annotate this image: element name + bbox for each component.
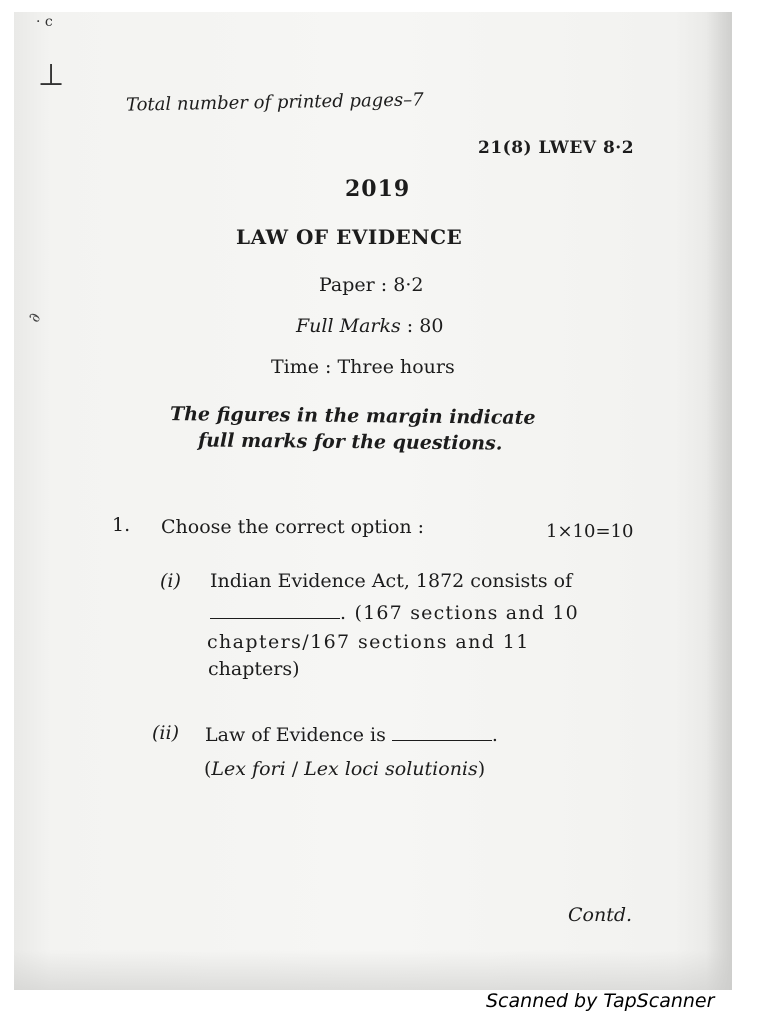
answer-blank [392,740,492,741]
scanner-watermark: Scanned by TapScanner [486,990,715,1012]
paper-code: 21(8) LWEV 8·2 [478,138,635,158]
item-label-ii: (ii) [152,722,179,744]
exam-time: Time : Three hours [271,356,455,378]
margin-tick-mark: ⊥ [38,58,65,93]
item-i-line-1: Indian Evidence Act, 1872 consists of [210,570,573,592]
item-i-line-2 [210,602,579,624]
full-marks [296,315,443,337]
exam-year: 2019 [345,176,411,202]
page-shadow-bottom [14,950,732,990]
full-marks-label: Full Marks [296,315,401,337]
item-i-line-4: chapters) [208,658,300,680]
full-marks-value: : 80 [406,315,444,337]
item-i-line-2-text: . (167 sections and 10 [340,602,579,624]
option-lex-fori: Lex fori [211,758,286,780]
question-marks: 1×10=10 [546,521,634,542]
answer-blank [210,618,340,619]
instruction-line-2: full marks for the questions. [197,429,503,455]
instruction-line-1: The figures in the margin indicate [169,403,536,429]
corner-mark: · c [36,14,53,30]
paper-number: Paper : 8·2 [319,274,424,296]
item-i-line-3: chapters/167 sections and 11 [207,631,530,653]
item-ii-text: Law of Evidence is [205,724,386,746]
item-ii-line-1 [205,724,498,746]
continued-note: Contd. [568,904,633,926]
question-number: 1. [112,514,131,536]
scanned-page [14,12,732,990]
options-close-paren: ) [477,758,486,780]
item-label-i: (i) [160,570,181,592]
option-lex-loci-solutionis: Lex loci solutionis [304,758,478,780]
options-open-paren: ( [204,758,212,780]
options-separator: / [285,758,305,780]
item-ii-period: . [491,724,498,746]
item-ii-options [204,758,485,780]
page-shadow-right [706,12,732,990]
exam-title: LAW OF EVIDENCE [236,225,463,249]
printed-pages-note: Total number of printed pages–7 [125,89,424,116]
question-text: Choose the correct option : [161,516,425,538]
margin-scribble: ∂ [23,310,45,325]
